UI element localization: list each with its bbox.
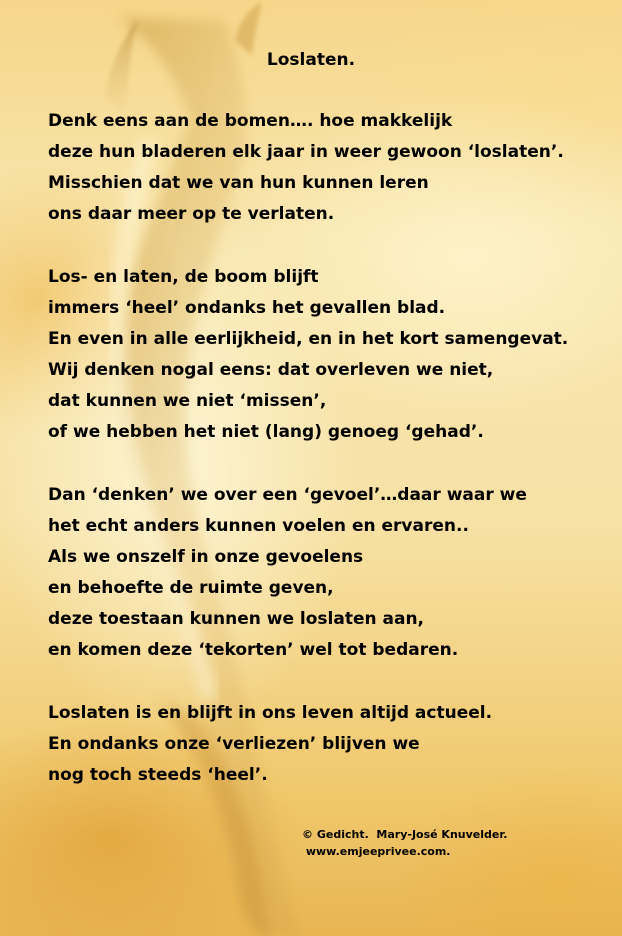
poem-body [48,106,568,823]
poem-line: en komen deze ‘tekorten’ wel tot bedaren. [48,640,459,660]
poem-line: en behoefte de ruimte geven, [48,578,334,598]
poem-line: Dan ‘denken’ we over een ‘gevoel’…daar waar we [48,485,527,505]
website-link[interactable]: www.emjeeprivee.com. [302,845,451,858]
stanza-1 [48,106,568,230]
stanza-3 [48,480,568,666]
stanza-4 [48,698,568,791]
poem-line: immers ‘heel’ ondanks het gevallen blad. [48,298,446,318]
stanza-2 [48,262,568,448]
poem-line: deze hun bladeren elk jaar in weer gewoon ‘loslaten’. [48,142,564,162]
poem-title: Loslaten. [266,50,356,70]
copyright-text: © Gedicht. Mary-José Knuvelder. [302,828,508,841]
poem-line: nog toch steeds ‘heel’. [48,765,268,785]
poem-line: ons daar meer op te verlaten. [48,204,335,224]
poem-line: En ondanks onze ‘verliezen’ blijven we [48,734,420,754]
poem-line: Los- en laten, de boom blijft [48,267,319,287]
poem-line: of we hebben het niet (lang) genoeg ‘gehad’. [48,422,484,442]
poem-line: Als we onszelf in onze gevoelens [48,547,364,567]
poem-line: het echt anders kunnen voelen en ervaren.. [48,516,469,536]
poem-line: deze toestaan kunnen we loslaten aan, [48,609,425,629]
poem-line: Wij denken nogal eens: dat overleven we niet, [48,360,494,380]
poem-credits [302,826,507,860]
poem-line: Denk eens aan de bomen…. hoe makkelijk [48,111,453,131]
poem-line: Misschien dat we van hun kunnen leren [48,173,429,193]
poem-line: En even in alle eerlijkheid, en in het kort samengevat. [48,329,569,349]
poem-line: dat kunnen we niet ‘missen’, [48,391,327,411]
poem-line: Loslaten is en blijft in ons leven altijd actueel. [48,703,493,723]
